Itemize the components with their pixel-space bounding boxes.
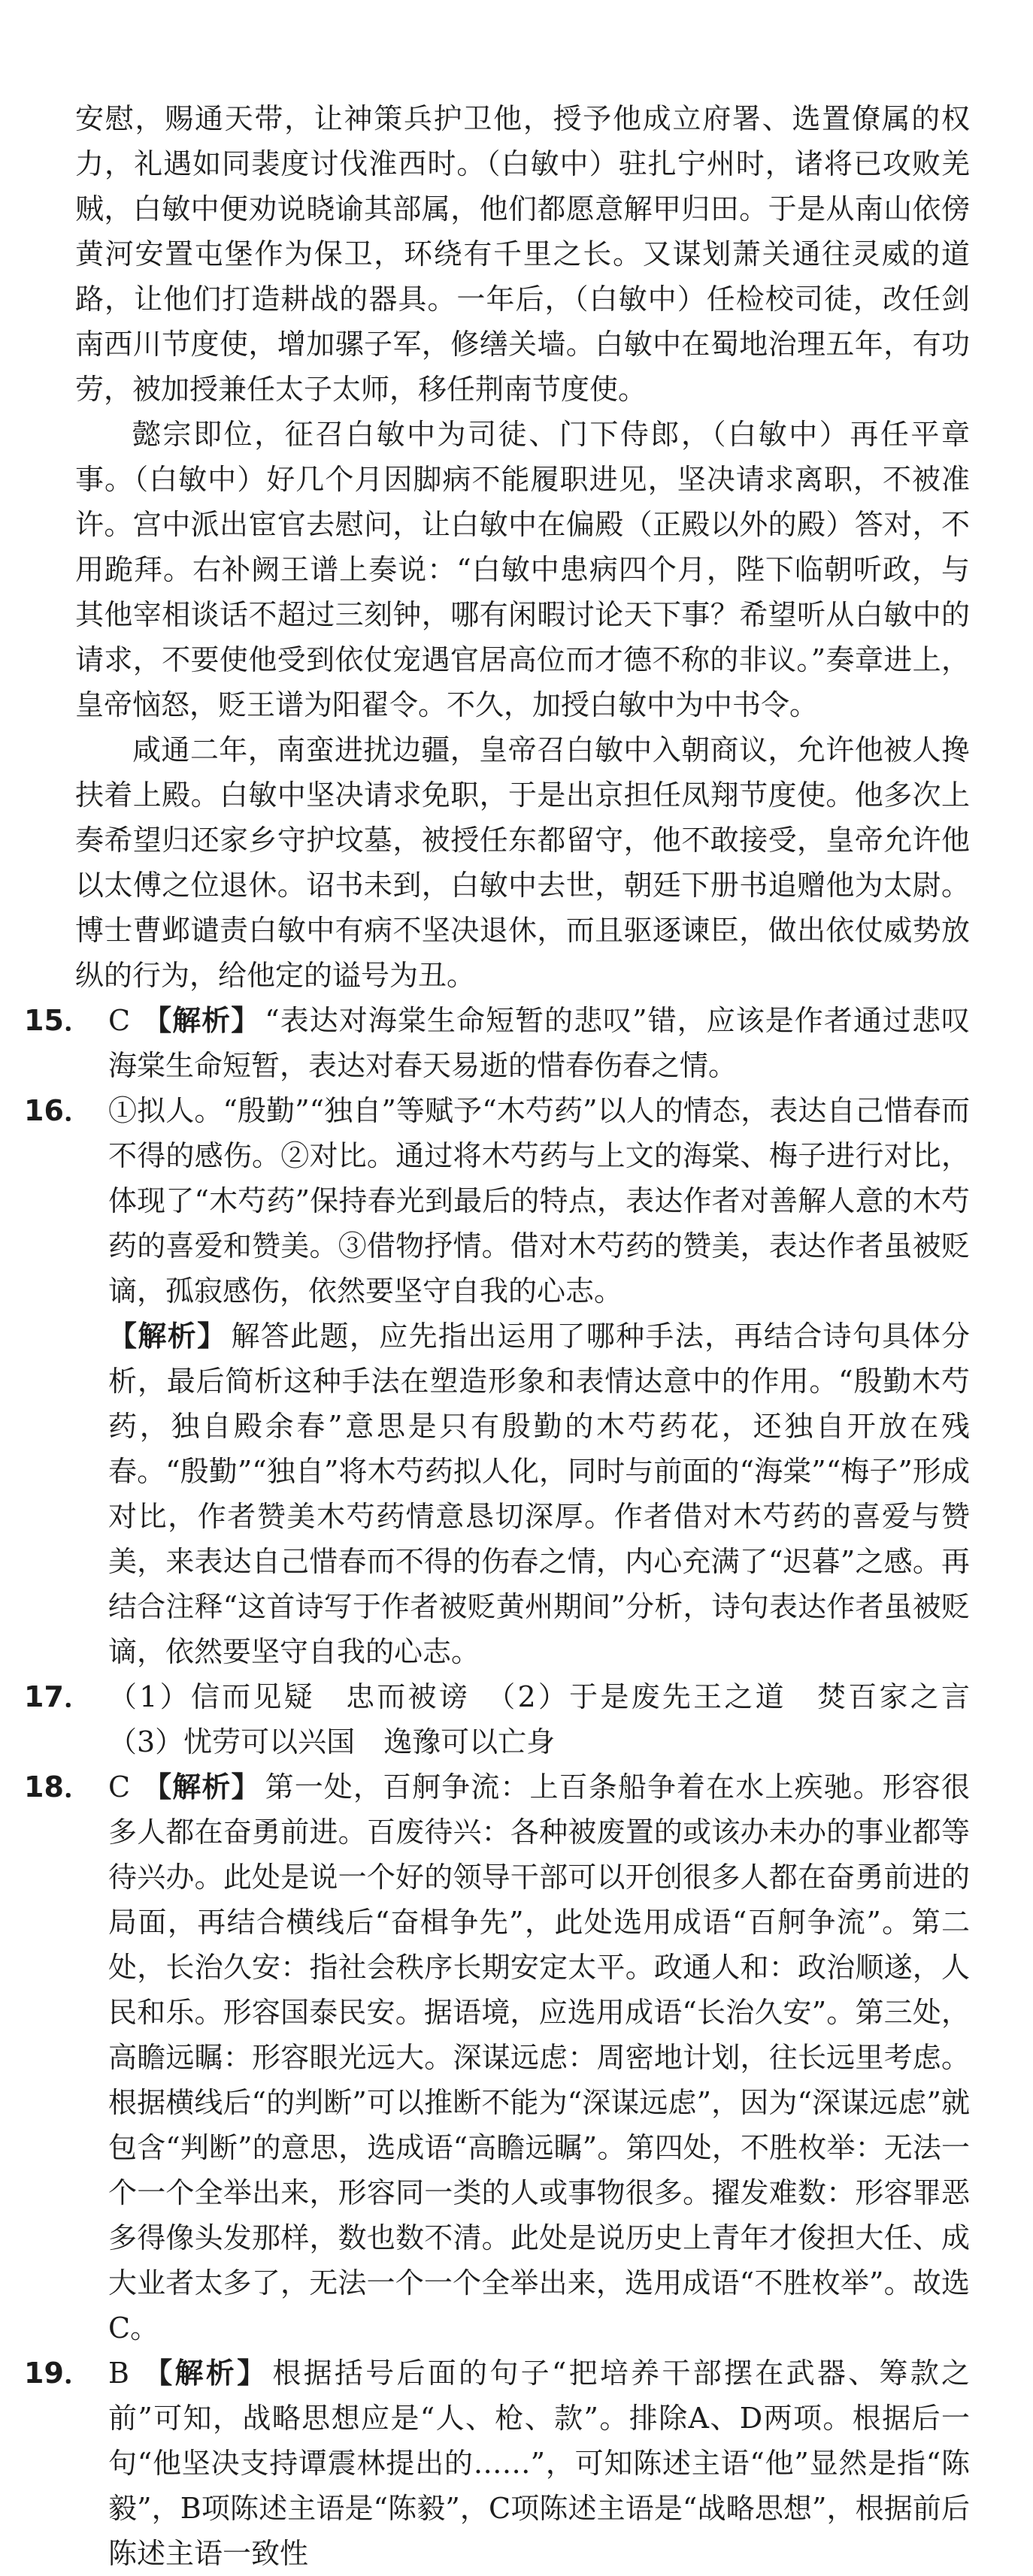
question-number: 17． (24, 1680, 92, 1713)
translation-passage (75, 96, 970, 998)
question-number: 16． (24, 1094, 92, 1127)
analysis-paragraph (108, 1314, 970, 1674)
answer-choice: B (108, 2357, 129, 2390)
answer-item-17 (24, 1674, 999, 1764)
answer-choice: C (108, 1004, 131, 1037)
answer-body (108, 998, 970, 1088)
answer-page (24, 96, 999, 2576)
answer-text: “表达对海棠生命短暂的悲叹”错，应该是作者通过悲叹海棠生命短暂，表达对春天易逝的惜春伤春之情。 (108, 1004, 970, 1082)
analysis-text: 解答此题，应先指出运用了哪种手法，再结合诗句具体分析，最后简析这种手法在塑造形象和表情达意中的作用。“殷勤木芍药，独自殿余春”意思是只有殷勤的木芍药花，还独自开放在残春。“殷勤”“独自”将木芍药拟人化，同时与前面的“海棠”“梅子”形成对比，作者赞美木芍药情意恳切深厚。作者借对木芍药的喜爱与赞美，来表达自己惜春而不得的伤春之情，内心充满了“迟暮”之感。再结合注释“这首诗写于作者被贬黄州期间”分析，诗句表达作者虽被贬谪，依然要坚守自我的心志。 (108, 1320, 970, 1668)
passage-paragraph: 安慰，赐通天带，让神策兵护卫他，授予他成立府署、选置僚属的权力，礼遇如同裴度讨伐淮西时。（白敏中）驻扎宁州时，诸将已攻败羌贼，白敏中便劝说晓谕其部属，他们都愿意解甲归田。于是从南山依傍黄河安置屯堡作为保卫，环绕有千里之长。又谋划萧关通往灵威的道路，让他们打造耕战的器具。一年后，（白敏中）任检校司徒，改任剑南西川节度使，增加骡子军，修缮关墙。白敏中在蜀地治理五年，有功劳，被加授兼任太子太师，移任荆南节度使。 (75, 102, 970, 406)
analysis-tag: 【解析】 (141, 2357, 268, 2390)
answer-body (108, 1088, 970, 1674)
answer-item-16 (24, 1088, 970, 1674)
question-number: 18． (24, 1770, 92, 1804)
answer-body (108, 1764, 970, 2351)
analysis-tag: 【解析】 (142, 1004, 261, 1037)
answer-item-19 (24, 2351, 970, 2576)
answer-text: 根据括号后面的句子“把培养干部摆在武器、筹款之前”可知，战略思想应是“人、枪、款”。排除A、D两项。根据后一句“他坚决支持谭震林提出的……”，可知陈述主语“他”显然是指“陈毅”，B项陈述主语是“陈毅”，C项陈述主语是“战略思想”，根据前后陈述主语一致性 (108, 2357, 970, 2570)
answer-item-15 (24, 998, 970, 1088)
passage-paragraph: 咸通二年，南蛮进扰边疆，皇帝召白敏中入朝商议，允许他被人搀扶着上殿。白敏中坚决请求免职，于是出京担任凤翔节度使。他多次上奏希望归还家乡守护坟墓，被授任东都留守，他不敢接受，皇帝允许他以太傅之位退休。诏书未到，白敏中去世，朝廷下册书追赠他为太尉。博士曹邺谴责白敏中有病不坚决退休，而且驱逐谏臣，做出依仗威势放纵的行为，给他定的谥号为丑。 (75, 733, 970, 992)
answer-body (108, 2351, 970, 2576)
question-number: 15． (24, 1004, 92, 1037)
answer-item-18 (24, 1764, 970, 2351)
answer-text: 第一处，百舸争流：上百条船争着在水上疾驰。形容很多人都在奋勇前进。百废待兴：各种被废置的或该办未办的事业都等待兴办。此处是说一个好的领导干部可以开创很多人都在奋勇前进的局面，再结合横线后“奋楫争先”，此处选用成语“百舸争流”。第二处，长治久安：指社会秩序长期安定太平。政通人和：政治顺遂，人民和乐。形容国泰民安。据语境，应选用成语“长治久安”。第三处，高瞻远瞩：形容眼光远大。深谋远虑：周密地计划，往长远里考虑。根据横线后“的判断”可以推断不能为“深谋远虑”，因为“深谋远虑”就包含“判断”的意思，选成语“高瞻远瞩”。第四处，不胜枚举：无法一个一个全举出来，形容同一类的人或事物很多。擢发难数：形容罪恶多得像头发那样，数也数不清。此处是说历史上青年才俊担大任、成大业者太多了，无法一个一个全举出来，选用成语“不胜枚举”。故选C。 (108, 1770, 970, 2345)
analysis-tag: 【解析】 (108, 1320, 227, 1353)
question-number: 19． (24, 2357, 92, 2390)
answer-text: （1）信而见疑 忠而被谤 （2）于是废先王之道 焚百家之言 （3）忧劳可以兴国 逸豫可以亡身 (108, 1680, 999, 1758)
answer-text: ①拟人。“殷勤”“独自”等赋予“木芍药”以人的情态，表达自己惜春而不得的感伤。②对比。通过将木芍药与上文的海棠、梅子进行对比，体现了“木芍药”保持春光到最后的特点，表达作者对善解人意的木芍药的喜爱和赞美。③借物抒情。借对木芍药的赞美，表达作者虽被贬谪，孤寂感伤，依然要坚守自我的心志。 (108, 1094, 970, 1308)
analysis-tag: 【解析】 (142, 1770, 261, 1804)
passage-paragraph: 懿宗即位，征召白敏中为司徒、门下侍郎，（白敏中）再任平章事。（白敏中）好几个月因脚病不能履职进见，坚决请求离职，不被准许。宫中派出宦官去慰问，让白敏中在偏殿（正殿以外的殿）答对，不用跪拜。右补阙王谱上奏说：“白敏中患病四个月，陛下临朝听政，与其他宰相谈话不超过三刻钟，哪有闲暇讨论天下事？希望听从白敏中的请求，不要使他受到依仗宠遇官居高位而才德不称的非议。”奏章进上，皇帝恼怒，贬王谱为阳翟令。不久，加授白敏中为中书令。 (75, 418, 970, 721)
answer-choice: C (108, 1770, 131, 1804)
